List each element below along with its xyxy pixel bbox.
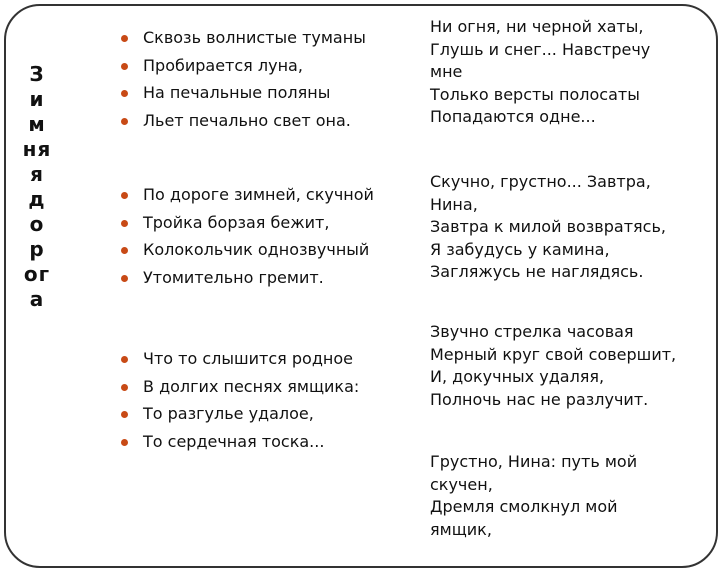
right-stanza-3 (430, 321, 676, 411)
poem-line: мне (430, 62, 463, 81)
title-letter: о (29, 212, 45, 236)
right-stanza-1 (430, 16, 650, 129)
title-letter: ня (22, 137, 52, 161)
poem-line: Дремля смолкнул мой (430, 497, 618, 516)
poem-line: Скучно, грустно... Завтра, (430, 172, 651, 191)
title-letter: ог (23, 262, 51, 286)
poem-line: Завтра к милой возвратясь, (430, 217, 666, 236)
bullet-icon (121, 63, 128, 70)
bullet-icon (121, 118, 128, 125)
left-stanza-1 (120, 24, 415, 134)
poem-line: Загляжусь не наглядясь. (430, 262, 644, 281)
bullet-icon (121, 439, 128, 446)
poem-line: Нина, (430, 194, 478, 214)
left-poem-column (120, 24, 415, 451)
title-letter: д (28, 187, 46, 211)
bullet-icon (121, 192, 128, 199)
left-stanza-3 (120, 345, 415, 455)
title-letter: я (30, 162, 44, 186)
poem-line: Ни огня, ни черной хаты, (430, 17, 644, 36)
bullet-icon (121, 411, 128, 418)
poem-line: И, докучных удаляя, (430, 367, 605, 386)
poem-line: Сквозь волнистые туманы (120, 24, 415, 52)
title-letter: м (28, 112, 46, 136)
title-letter: а (29, 287, 45, 311)
bullet-icon (121, 220, 128, 227)
poem-line: Только версты полосаты (430, 84, 640, 104)
bullet-icon (121, 247, 128, 254)
title-letter: и (29, 87, 45, 111)
poem-line: Льет печально свет она. (120, 107, 415, 135)
bullet-icon (121, 384, 128, 391)
right-stanza-2 (430, 171, 666, 284)
vertical-title (16, 62, 58, 312)
poem-line: На печальные поляны (120, 79, 415, 107)
poem-line: Звучно стрелка часовая (430, 322, 634, 341)
right-stanza-4 (430, 451, 637, 541)
poem-line: Попадаются одне... (430, 107, 596, 126)
left-stanza-2 (120, 181, 415, 291)
bullet-icon (121, 35, 128, 42)
poem-line: Полночь нас не разлучит. (430, 389, 649, 409)
poem-line: Колокольчик однозвучный (120, 236, 415, 264)
poem-line: Утомительно гремит. (120, 264, 415, 292)
poem-line: Грустно, Нина: путь мой (430, 452, 638, 471)
poem-line: По дороге зимней, скучной (120, 181, 415, 209)
poem-line: В долгих песнях ямщика: (120, 373, 415, 401)
poem-line: Что то слышится родное (120, 345, 415, 373)
poem-line: Глушь и снег... Навстречу (430, 39, 651, 59)
title-letter: р (29, 237, 45, 261)
poem-line: То разгулье удалое, (120, 400, 415, 428)
title-letter: З (29, 62, 45, 86)
poem-line: Я забудусь у камина, (430, 239, 610, 259)
poem-line: скучен, (430, 474, 493, 494)
poem-line: Тройка борзая бежит, (120, 209, 415, 237)
poem-line: Пробирается луна, (120, 52, 415, 80)
bullet-icon (121, 275, 128, 282)
bullet-icon (121, 90, 128, 97)
bullet-icon (121, 356, 128, 363)
poem-line: То сердечная тоска... (120, 428, 415, 456)
poem-line: Мерный круг свой совершит, (430, 344, 677, 364)
poem-line: ямщик, (430, 519, 492, 539)
